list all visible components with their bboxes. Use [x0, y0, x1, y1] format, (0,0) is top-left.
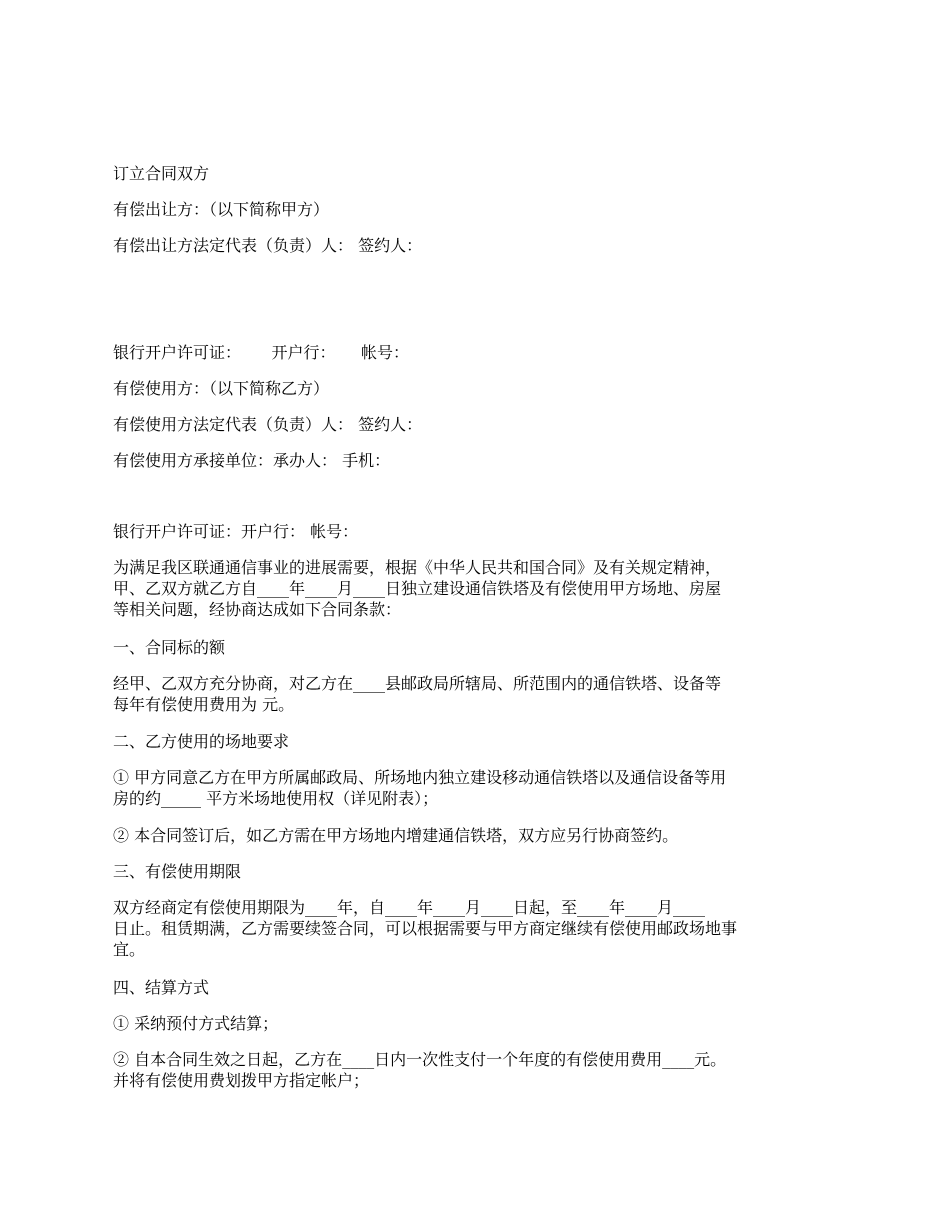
section-4-item-1: ① 采纳预付方式结算；: [113, 1014, 279, 1033]
section-2-item-1-line-1: ① 甲方同意乙方在甲方所属邮政局、所场地内独立建设移动通信铁塔以及通信设备等用: [113, 768, 727, 787]
section-2-item-1-line-2: 房的约_____ 平方米场地使用权（详见附表）；: [113, 789, 439, 808]
section-1-line-2: 每年有偿使用费用为 元。: [113, 695, 295, 714]
section-2-title: 二、乙方使用的场地要求: [113, 732, 290, 751]
bank-a-line: 银行开户许可证： 开户行： 帐号：: [113, 343, 409, 362]
section-4-item-2: [113, 1049, 838, 1091]
section-2-item-2: ② 本合同签订后，如乙方需在甲方场地内增建通信铁塔，双方应另行协商签约。: [113, 826, 679, 845]
section-4-title: 四、结算方式: [113, 978, 210, 997]
party-b-rep-line: 有偿使用方法定代表（负责）人： 签约人：: [113, 415, 423, 434]
intro-line-3: 等相关问题，经协商达成如下合同条款：: [113, 600, 402, 619]
section-1-title: 一、合同标的额: [113, 638, 226, 657]
party-b-line: 有偿使用方：（以下简称乙方）: [113, 379, 330, 398]
section-3-line-3: 宜。: [113, 940, 146, 959]
intro-paragraph: [113, 557, 838, 620]
section-3-body: [113, 897, 838, 960]
section-3-title: 三、有偿使用期限: [113, 862, 242, 881]
intro-line-1: 为满足我区联通通信事业的进展需要，根据《中华人民共和国合同》及有关规定精神，: [113, 558, 722, 577]
section-2-item-1: [113, 767, 838, 809]
party-heading: 订立合同双方: [113, 164, 210, 183]
bank-b-line: 银行开户许可证：开户行： 帐号：: [113, 522, 359, 541]
section-4-item-2-line-1: ② 自本合同生效之日起，乙方在____日内一次性支付一个年度的有偿使用费用____元。: [113, 1050, 727, 1069]
section-3-line-1: 双方经商定有偿使用期限为____年，自____年____月____日起，至____年____月____: [113, 898, 706, 917]
section-4-item-2-line-2: 并将有偿使用费划拨甲方指定帐户；: [113, 1071, 370, 1090]
party-a-rep-line: 有偿出让方法定代表（负责）人： 签约人：: [113, 236, 423, 255]
party-b-unit-line: 有偿使用方承接单位：承办人： 手机：: [113, 451, 391, 470]
section-1-body: [113, 673, 838, 715]
section-3-line-2: 日止。租赁期满，乙方需要续签合同，可以根据需要与甲方商定继续有偿使用邮政场地事: [113, 919, 738, 938]
intro-line-2: 甲、乙双方就乙方自____年____月____日独立建设通信铁塔及有偿使用甲方场地、房屋: [113, 579, 722, 598]
party-a-line: 有偿出让方：（以下简称甲方）: [113, 200, 330, 219]
section-1-line-1: 经甲、乙双方充分协商，对乙方在____县邮政局所辖局、所范围内的通信铁塔、设备等: [113, 674, 722, 693]
